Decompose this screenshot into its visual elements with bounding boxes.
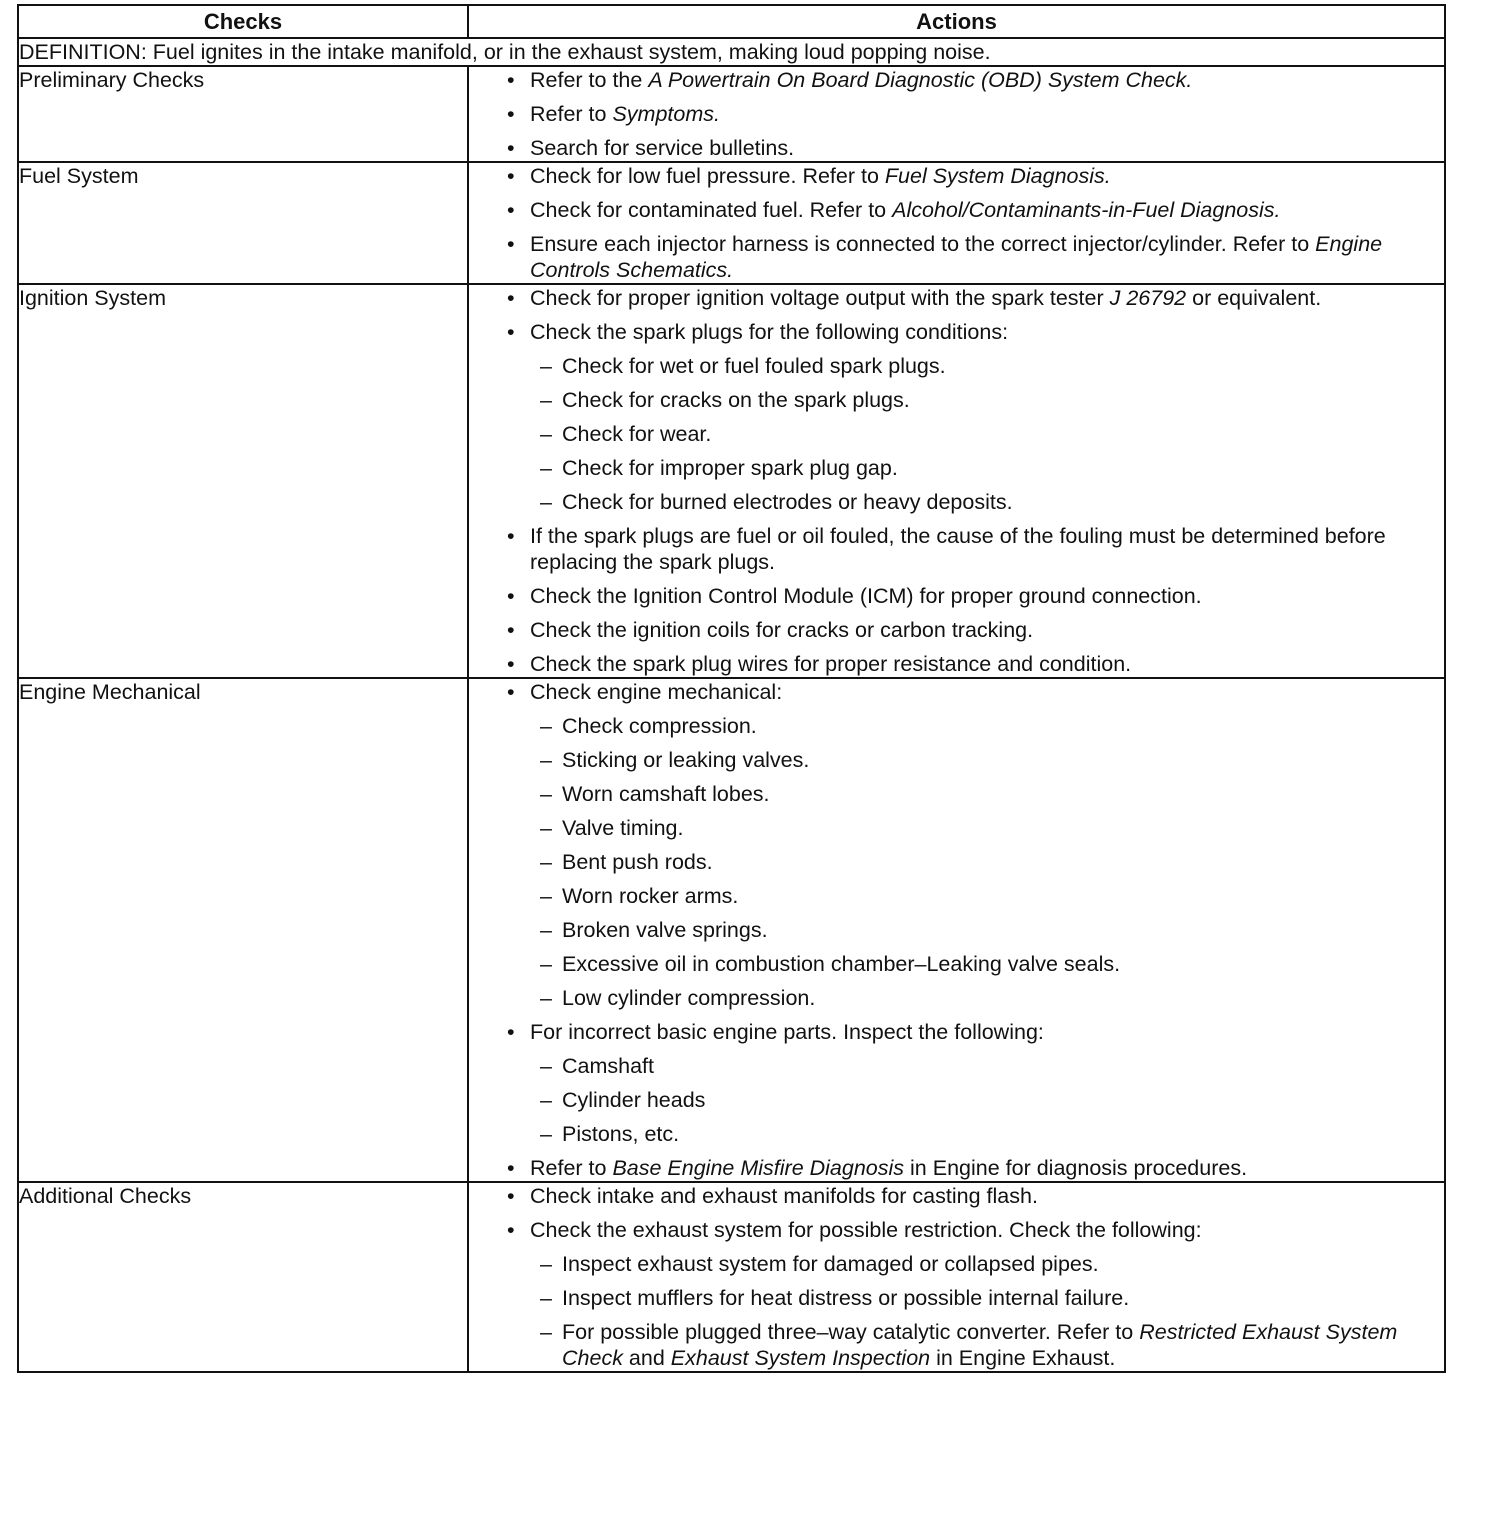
header-row (18, 5, 1445, 38)
sub-item: – For possible plugged three–way catalytic converter. Refer to Restricted Exhaust System Check and Exhaust System Inspection in Engine Exhaust. (530, 1319, 1444, 1371)
action-item: • Ensure each injector harness is connected to the correct injector/cylinder. Refer to Engine Controls Schematics. (469, 231, 1444, 283)
sub-item: – Low cylinder compression. (530, 985, 1444, 1011)
sub-item: – Camshaft (530, 1053, 1444, 1079)
action-item: • Refer to Symptoms. (469, 101, 1444, 127)
sub-item: – Cylinder heads (530, 1087, 1444, 1113)
action-item: • If the spark plugs are fuel or oil fouled, the cause of the fouling must be determined before replacing the spark plugs. (469, 523, 1444, 575)
action-item: • Check for contaminated fuel. Refer to Alcohol/Contaminants-in-Fuel Diagnosis. (469, 197, 1444, 223)
sub-item: – Inspect mufflers for heat distress or possible internal failure. (530, 1285, 1444, 1311)
action-item: • Check for proper ignition voltage output with the spark tester J 26792 or equivalent. (469, 285, 1444, 311)
action-item: • Check the Ignition Control Module (ICM) for proper ground connection. (469, 583, 1444, 609)
definition-text: DEFINITION: Fuel ignites in the intake manifold, or in the exhaust system, making loud popping noise. (18, 38, 1445, 66)
action-item: • Check the exhaust system for possible restriction. Check the following: – Inspect exhaust system for damaged or collapsed pipes. – Inspect mufflers for heat distress or possible internal failure. – For possible plugged three–way catalytic converter. Refer to Restricted Exhaust System Check and Exhaust System Inspection in Engine Exhaust. (469, 1217, 1444, 1371)
sub-item: – Check for wear. (530, 421, 1444, 447)
action-item: • Refer to Base Engine Misfire Diagnosis in Engine for diagnosis procedures. (469, 1155, 1444, 1181)
actions-cell-engine (468, 678, 1445, 1182)
action-item: • Search for service bulletins. (469, 135, 1444, 161)
sub-item: – Excessive oil in combustion chamber–Leaking valve seals. (530, 951, 1444, 977)
reference-link: Symptoms. (612, 102, 720, 126)
table-row (18, 284, 1445, 678)
check-label-engine: Engine Mechanical (18, 678, 468, 1182)
table-row (18, 66, 1445, 162)
sub-item: – Valve timing. (530, 815, 1444, 841)
sub-item: – Check for wet or fuel fouled spark plugs. (530, 353, 1444, 379)
reference-link: Base Engine Misfire Diagnosis (612, 1156, 905, 1180)
action-item: • Check the ignition coils for cracks or carbon tracking. (469, 617, 1444, 643)
sub-item: – Sticking or leaking valves. (530, 747, 1444, 773)
check-label-ignition: Ignition System (18, 284, 468, 678)
actions-cell-fuel (468, 162, 1445, 284)
reference-link: Fuel System Diagnosis. (884, 164, 1111, 188)
reference-link: J 26792 (1109, 286, 1187, 310)
sub-item: – Pistons, etc. (530, 1121, 1444, 1147)
check-label-fuel: Fuel System (18, 162, 468, 284)
definition-row (18, 38, 1445, 66)
actions-header: Actions (468, 5, 1445, 38)
reference-link: Alcohol/Contaminants-in-Fuel Diagnosis. (892, 198, 1281, 222)
sub-item: – Check for improper spark plug gap. (530, 455, 1444, 481)
action-item: • Check the spark plug wires for proper resistance and condition. (469, 651, 1444, 677)
reference-link: Engine Controls Schematics. (530, 232, 1383, 282)
action-item: • Refer to the A Powertrain On Board Diagnostic (OBD) System Check. (469, 67, 1444, 93)
action-item: • Check engine mechanical: – Check compression. – Sticking or leaking valves. – Worn camshaft lobes. – Valve timing. – Bent push rods. – Worn rocker arms. – Broken valve springs. – Excessive oil in combustion chamber–Leaking valve seals. – Low cylinder compression. (469, 679, 1444, 1011)
table-row (18, 162, 1445, 284)
action-item: • Check the spark plugs for the following conditions: – Check for wet or fuel fouled spark plugs. – Check for cracks on the spark plugs. – Check for wear. – Check for improper spark plug gap. – Check for burned electrodes or heavy deposits. (469, 319, 1444, 515)
reference-link: Restricted Exhaust System Check (562, 1320, 1398, 1370)
reference-link: Exhaust System Inspection (670, 1346, 931, 1370)
table-row (18, 678, 1445, 1182)
table-row (18, 1182, 1445, 1372)
sub-item: – Worn camshaft lobes. (530, 781, 1444, 807)
action-item: • For incorrect basic engine parts. Inspect the following: – Camshaft – Cylinder heads – Pistons, etc. (469, 1019, 1444, 1147)
action-item: • Check intake and exhaust manifolds for casting flash. (469, 1183, 1444, 1209)
sub-item: – Worn rocker arms. (530, 883, 1444, 909)
check-label-preliminary: Preliminary Checks (18, 66, 468, 162)
sub-item: – Check for cracks on the spark plugs. (530, 387, 1444, 413)
actions-cell-preliminary (468, 66, 1445, 162)
diagnostic-table (17, 4, 1446, 1373)
actions-cell-ignition (468, 284, 1445, 678)
actions-cell-additional (468, 1182, 1445, 1372)
reference-link: A Powertrain On Board Diagnostic (OBD) System Check. (648, 68, 1193, 92)
action-item: • Check for low fuel pressure. Refer to Fuel System Diagnosis. (469, 163, 1444, 189)
sub-item: – Check for burned electrodes or heavy deposits. (530, 489, 1444, 515)
check-label-additional: Additional Checks (18, 1182, 468, 1372)
checks-header: Checks (18, 5, 468, 38)
sub-item: – Bent push rods. (530, 849, 1444, 875)
sub-item: – Inspect exhaust system for damaged or collapsed pipes. (530, 1251, 1444, 1277)
sub-item: – Check compression. (530, 713, 1444, 739)
sub-item: – Broken valve springs. (530, 917, 1444, 943)
